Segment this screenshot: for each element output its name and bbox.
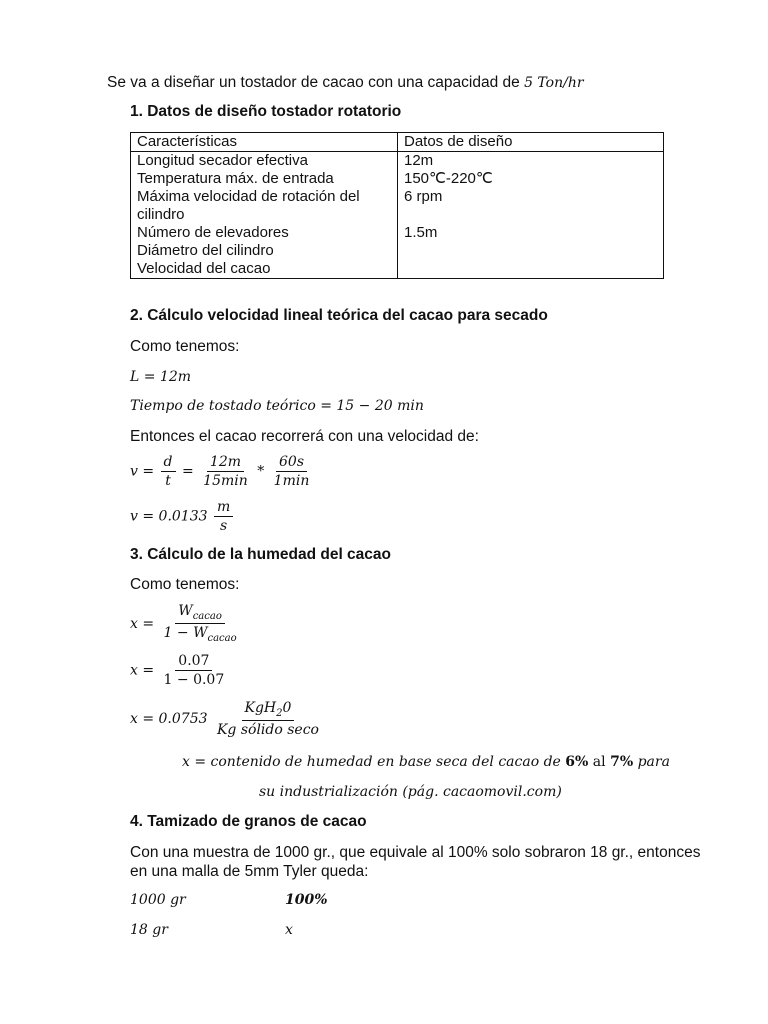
section-1-title: 1. Datos de diseño tostador rotatorio <box>130 103 402 120</box>
fraction-m-over-s: $\frac{m}{s}$ <box>214 499 233 534</box>
sieve-row-2-unknown: x <box>285 922 293 938</box>
equation-moisture-result: x = 0.0753 $\frac{KgH_20}{\text{Kg sólido seco}}$ <box>130 700 324 738</box>
fraction-007: $\frac{0.07}{1 - 0.07}$ <box>163 653 225 689</box>
fraction-kg-water-per-kg-solid: $\frac{KgH_20}{\text{Kg sólido seco}}$ <box>216 700 319 739</box>
table-header-cell: Datos de diseño <box>398 133 664 152</box>
section-3-title: 3. Cálculo de la humedad del cacao <box>130 546 392 563</box>
table-cell: Máxima velocidad de rotación del cilindro <box>137 188 360 223</box>
section-2-intro: Como tenemos: <box>130 338 240 355</box>
sieve-row-2-mass: 18 gr <box>130 922 168 938</box>
section-2-velocity-text: Entonces el cacao recorrerá con una velocidad de: <box>130 428 479 445</box>
moisture-note-line-1: x = contenido de humedad en base seca del cacao de 6% al 7% para <box>182 754 670 770</box>
fraction-d-over-t: $\frac{d}{t}$ <box>161 454 176 489</box>
table-header-cell: Características <box>131 133 398 152</box>
equation-velocity-result: v = 0.0133 $\frac{m}{s}$ <box>130 499 235 534</box>
table-cell: Temperatura máx. de entrada <box>137 170 334 187</box>
table-header-row <box>131 133 664 152</box>
table-cell: 1.5m <box>404 224 438 241</box>
design-data-table <box>130 132 664 279</box>
section-4-paragraph-line-1: Con una muestra de 1000 gr., que equivale al 100% solo sobraron 18 gr., entonces <box>130 844 701 861</box>
fraction-w-over-1-minus-w: $\frac{W_{cacao}}{1 - W_{cacao}}$ <box>163 603 237 645</box>
equation-length: L = 12m <box>130 369 192 385</box>
equation-moisture-values: x = $\frac{0.07}{1 - 0.07}$ <box>130 653 229 688</box>
table-cell: Número de elevadores <box>137 224 289 241</box>
capacity-value: 5 Ton/hr <box>524 75 584 91</box>
velocity-lhs: v = <box>130 463 155 480</box>
fraction-12m-15min: $\frac{12m}{15\min}$ <box>203 454 248 490</box>
section-3-intro: Como tenemos: <box>130 576 240 593</box>
section-2-title: 2. Cálculo velocidad lineal teórica del cacao para secado <box>130 307 548 324</box>
table-cell: Velocidad del cacao <box>137 260 271 277</box>
table-body-features <box>131 152 398 279</box>
table-cell: 6 rpm <box>404 188 443 205</box>
table-cell <box>404 260 657 278</box>
table-cell: 12m <box>404 152 434 169</box>
section-4-paragraph-line-2: en una malla de 5mm Tyler queda: <box>130 863 369 880</box>
table-row <box>131 152 664 279</box>
equation-moisture-definition: x = $\frac{W_{cacao}}{1 - W_{cacao}}$ <box>130 603 242 645</box>
moisture-note-line-2: su industrialización (pág. cacaomovil.com) <box>259 784 562 800</box>
intro-line <box>107 74 584 92</box>
sieve-row-1-mass: 1000 gr <box>130 892 186 908</box>
table-cell: Longitud secador efectiva <box>137 152 308 169</box>
intro-text: Se va a diseñar un tostador de cacao con una capacidad de <box>107 74 525 91</box>
sieve-row-1-percent: 100% <box>285 892 328 908</box>
table-body-values <box>398 152 664 279</box>
table-cell: Diámetro del cilindro <box>137 242 274 259</box>
table-cell <box>404 242 657 260</box>
table-cell: 150℃-220℃ <box>404 170 493 187</box>
fraction-60s-1min: $\frac{60s}{1\min}$ <box>273 454 310 490</box>
section-4-title: 4. Tamizado de granos de cacao <box>130 813 367 830</box>
equation-roast-time: Tiempo de tostado teórico = 15 − 20 min <box>130 398 424 414</box>
equation-velocity: v = $\frac{d}{t}$ = $\frac{12m}{15\min}$ * $\frac{60s}{1\min}$ <box>130 454 314 489</box>
